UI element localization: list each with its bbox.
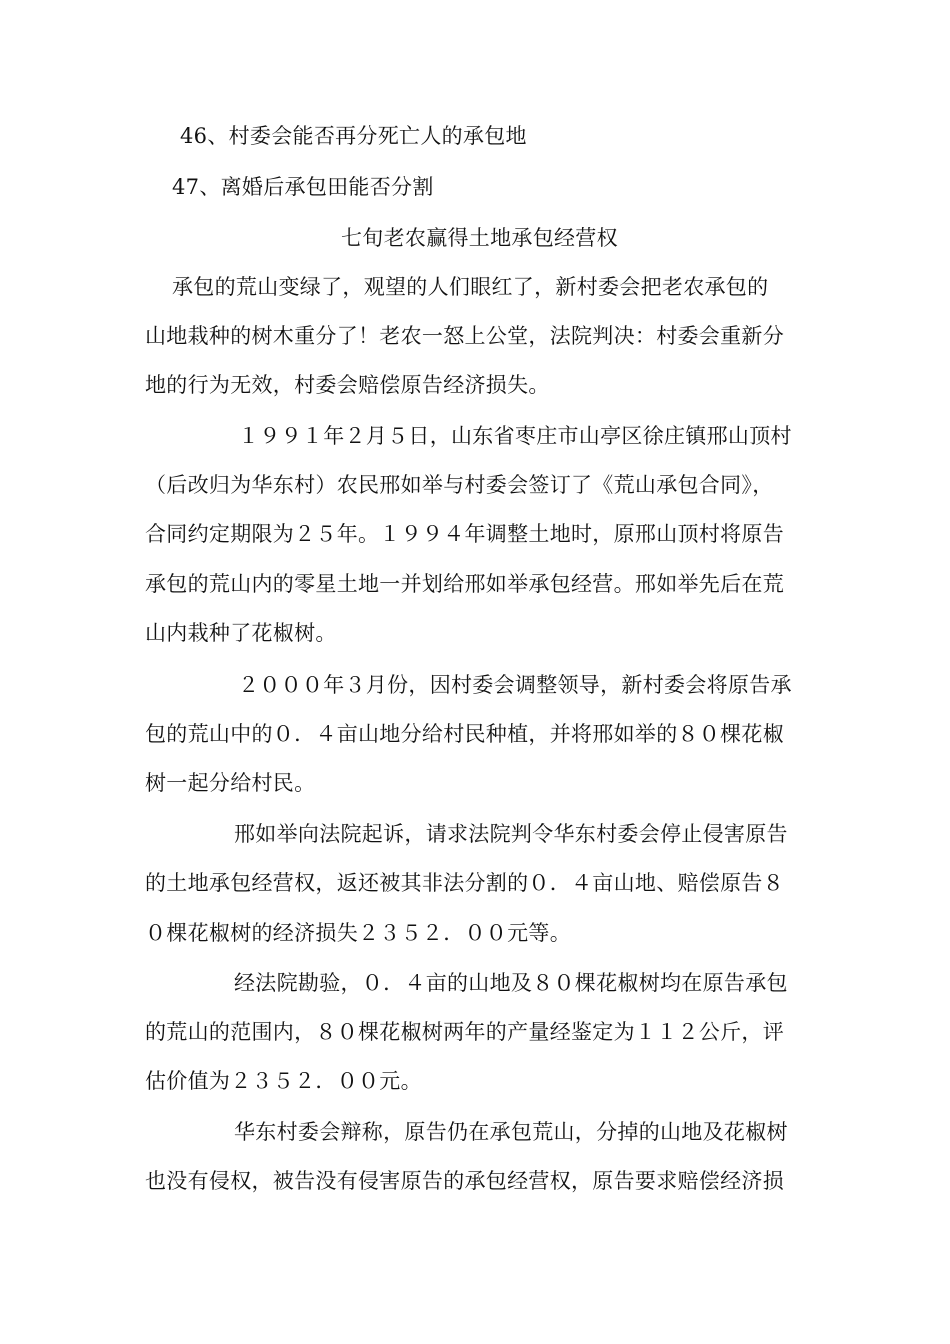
paragraph-line: 估价值为２３５２．００元。 bbox=[145, 1069, 422, 1093]
paragraph-line: １９９１年２月５日，山东省枣庄市山亭区徐庄镇邢山顶村 bbox=[238, 424, 792, 448]
paragraph-line: ２０００年３月份，因村委会调整领导，新村委会将原告承 bbox=[238, 673, 792, 697]
paragraph-line: 经法院勘验，０．４亩的山地及８０棵花椒树均在原告承包 bbox=[234, 971, 788, 995]
paragraph-line: ０棵花椒树的经济损失２３５２．００元等。 bbox=[145, 921, 571, 945]
paragraph-line: 邢如举向法院起诉，请求法院判令华东村委会停止侵害原告 bbox=[234, 822, 788, 846]
paragraph-line: 的土地承包经营权，返还被其非法分割的０．４亩山地、赔偿原告８ bbox=[145, 871, 784, 895]
intro-line: 山地栽种的树木重分了！老农一怒上公堂，法院判决：村委会重新分 bbox=[145, 324, 784, 348]
paragraph-line: 华东村委会辩称，原告仍在承包荒山，分掉的山地及花椒树 bbox=[234, 1120, 788, 1144]
toc-item-46: 46、村委会能否再分死亡人的承包地 bbox=[180, 124, 527, 148]
intro-line: 地的行为无效，村委会赔偿原告经济损失。 bbox=[145, 373, 550, 397]
paragraph-line: 的荒山的范围内，８０棵花椒树两年的产量经鉴定为１１２公斤，评 bbox=[145, 1020, 784, 1044]
toc-item-47: 47、离婚后承包田能否分割 bbox=[172, 175, 434, 199]
paragraph-line: 山内栽种了花椒树。 bbox=[145, 621, 337, 645]
intro-line: 承包的荒山变绿了，观望的人们眼红了，新村委会把老农承包的 bbox=[172, 275, 769, 299]
paragraph-line: 包的荒山中的０．４亩山地分给村民种植，并将邢如举的８０棵花椒 bbox=[145, 722, 784, 746]
article-title: 七旬老农赢得土地承包经营权 bbox=[341, 226, 618, 250]
paragraph-line: （后改归为华东村）农民邢如举与村委会签订了《荒山承包合同》， bbox=[145, 473, 774, 497]
paragraph-line: 承包的荒山内的零星土地一并划给邢如举承包经营。邢如举先后在荒 bbox=[145, 572, 784, 596]
paragraph-line: 也没有侵权，被告没有侵害原告的承包经营权，原告要求赔偿经济损 bbox=[145, 1169, 784, 1193]
paragraph-line: 合同约定期限为２５年。１９９４年调整土地时，原邢山顶村将原告 bbox=[145, 522, 784, 546]
paragraph-line: 树一起分给村民。 bbox=[145, 771, 316, 795]
